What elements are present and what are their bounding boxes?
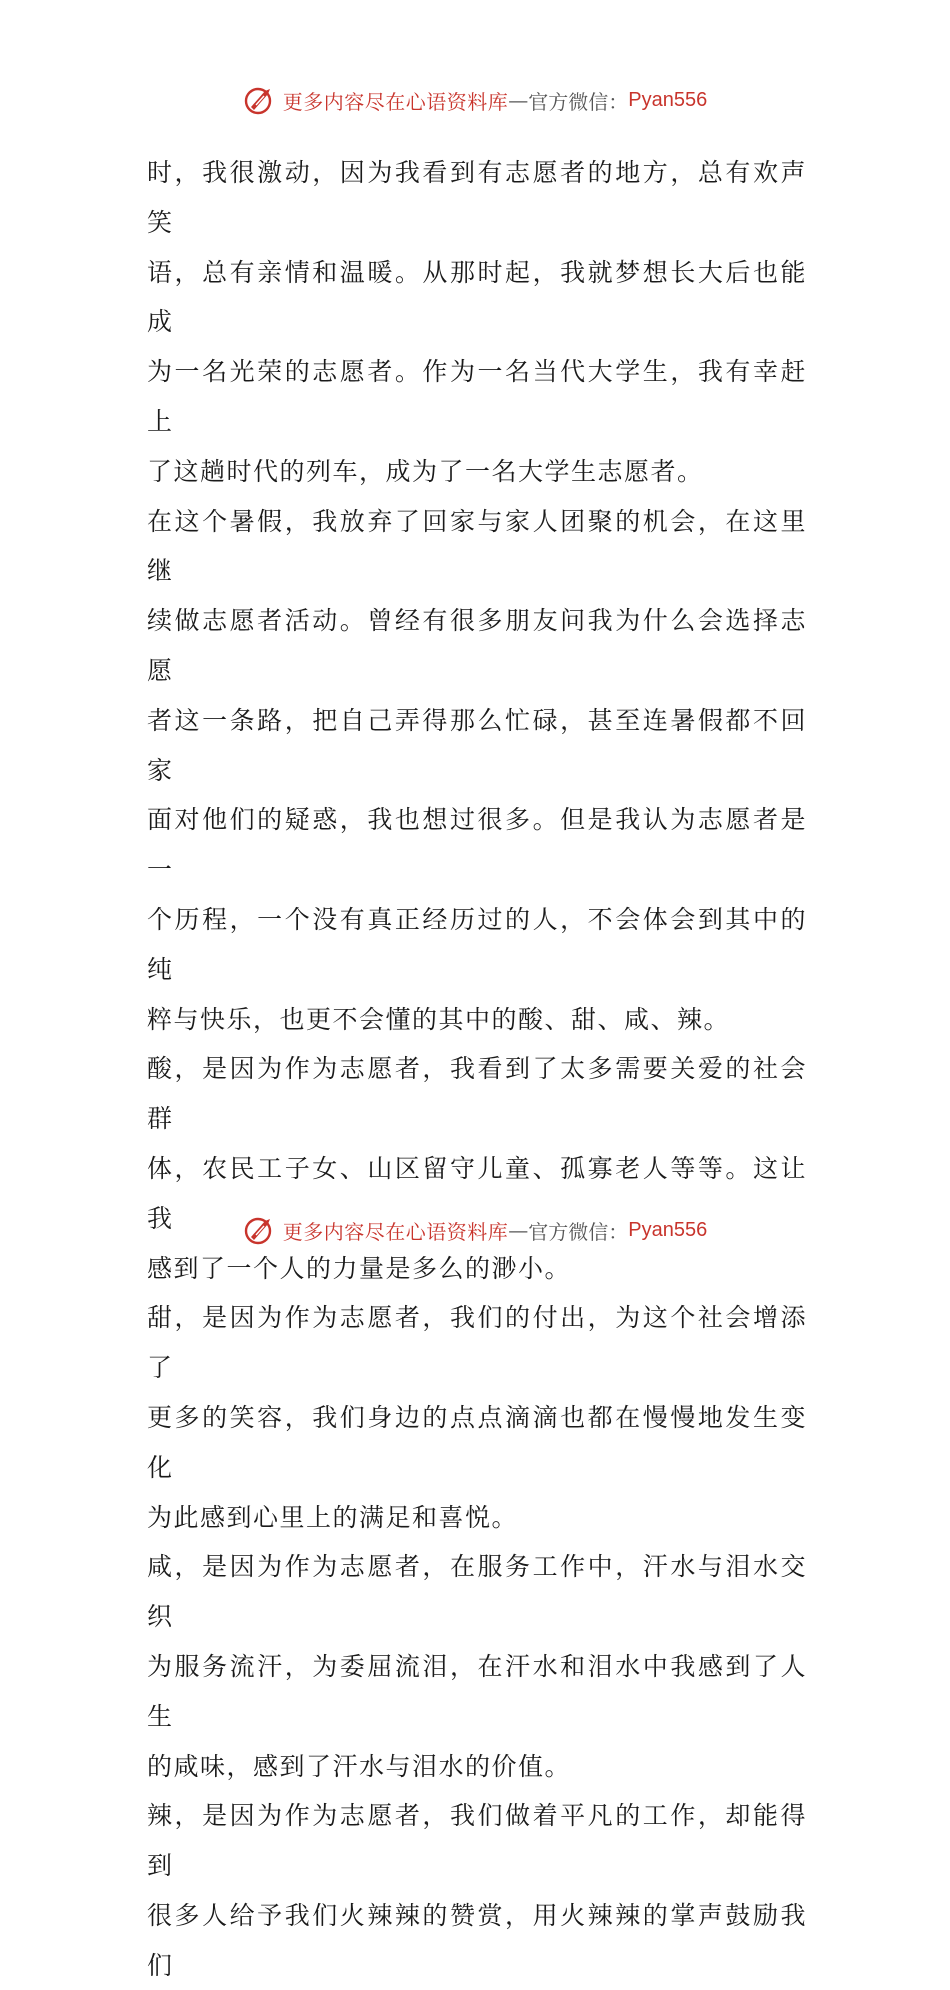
text-line: 很多人给予我们火辣辣的赞赏，用火辣辣的掌声鼓励我们	[147, 1900, 807, 1980]
footer-tagline: 更多内容尽在心语资料库	[282, 1219, 509, 1244]
document-body	[147, 148, 807, 1990]
pen-nib-circle-icon	[243, 83, 277, 117]
text-line: 为服务流汗，为委屈流泪，在汗水和泪水中我感到了人生	[147, 1651, 807, 1731]
text-line: 甜，是因为作为志愿者，我们的付出，为这个社会增添了	[147, 1303, 807, 1383]
text-line: 体，农民工子女、山区留守儿童、孤寡老人等等。这让我	[147, 1153, 807, 1233]
text-line: 语，总有亲情和温暖。从那时起，我就梦想长大后也能成	[147, 257, 807, 337]
header-dash: —	[508, 88, 529, 112]
header-wechat-label: 官方微信：	[528, 89, 629, 114]
text-line: 更多的笑容，我们身边的点点滴滴也都在慢慢地发生变化	[147, 1402, 807, 1482]
text-line: 者这一条路，把自己弄得那么忙碌，甚至连暑假都不回家	[147, 705, 807, 785]
header-watermark	[0, 80, 950, 120]
footer-dash: —	[508, 1218, 529, 1242]
text-line: 辣，是因为作为志愿者，我们做着平凡的工作，却能得到	[147, 1801, 807, 1881]
text-line: 在这个暑假，我放弃了回家与家人团聚的机会，在这里继	[147, 506, 807, 586]
text-line: 为此感到心里上的满足和喜悦。	[147, 1502, 519, 1532]
text-line: 续做志愿者活动。曾经有很多朋友问我为什么会选择志愿	[147, 606, 807, 685]
text-line: 的咸味，感到了汗水与泪水的价值。	[147, 1751, 572, 1781]
header-wechat-id: Pyan556	[628, 88, 708, 111]
text-line: 为一名光荣的志愿者。作为一名当代大学生，我有幸赶上	[147, 357, 807, 436]
text-line: 感到了一个人的力量是多么的渺小。	[147, 1253, 572, 1283]
text-line: 了这趟时代的列车，成为了一名大学生志愿者。	[147, 456, 704, 486]
footer-watermark	[0, 1210, 950, 1250]
text-line: 粹与快乐，也更不会懂的其中的酸、甜、咸、辣。	[147, 1004, 731, 1034]
footer-wechat-label: 官方微信：	[528, 1219, 629, 1244]
text-line: 酸，是因为作为志愿者，我看到了太多需要关爱的社会群	[147, 1054, 807, 1134]
header-tagline: 更多内容尽在心语资料库	[282, 89, 509, 114]
footer-wechat-id: Pyan556	[628, 1218, 708, 1241]
pen-nib-circle-icon	[243, 1213, 277, 1247]
text-line: 个历程，一个没有真正经历过的人，不会体会到其中的纯	[147, 904, 807, 984]
text-line: 咸，是因为作为志愿者，在服务工作中，汗水与泪水交织	[147, 1552, 807, 1632]
text-line: 时，我很激动，因为我看到有志愿者的地方，总有欢声笑	[147, 158, 807, 237]
text-line: 面对他们的疑惑，我也想过很多。但是我认为志愿者是一	[147, 805, 807, 885]
